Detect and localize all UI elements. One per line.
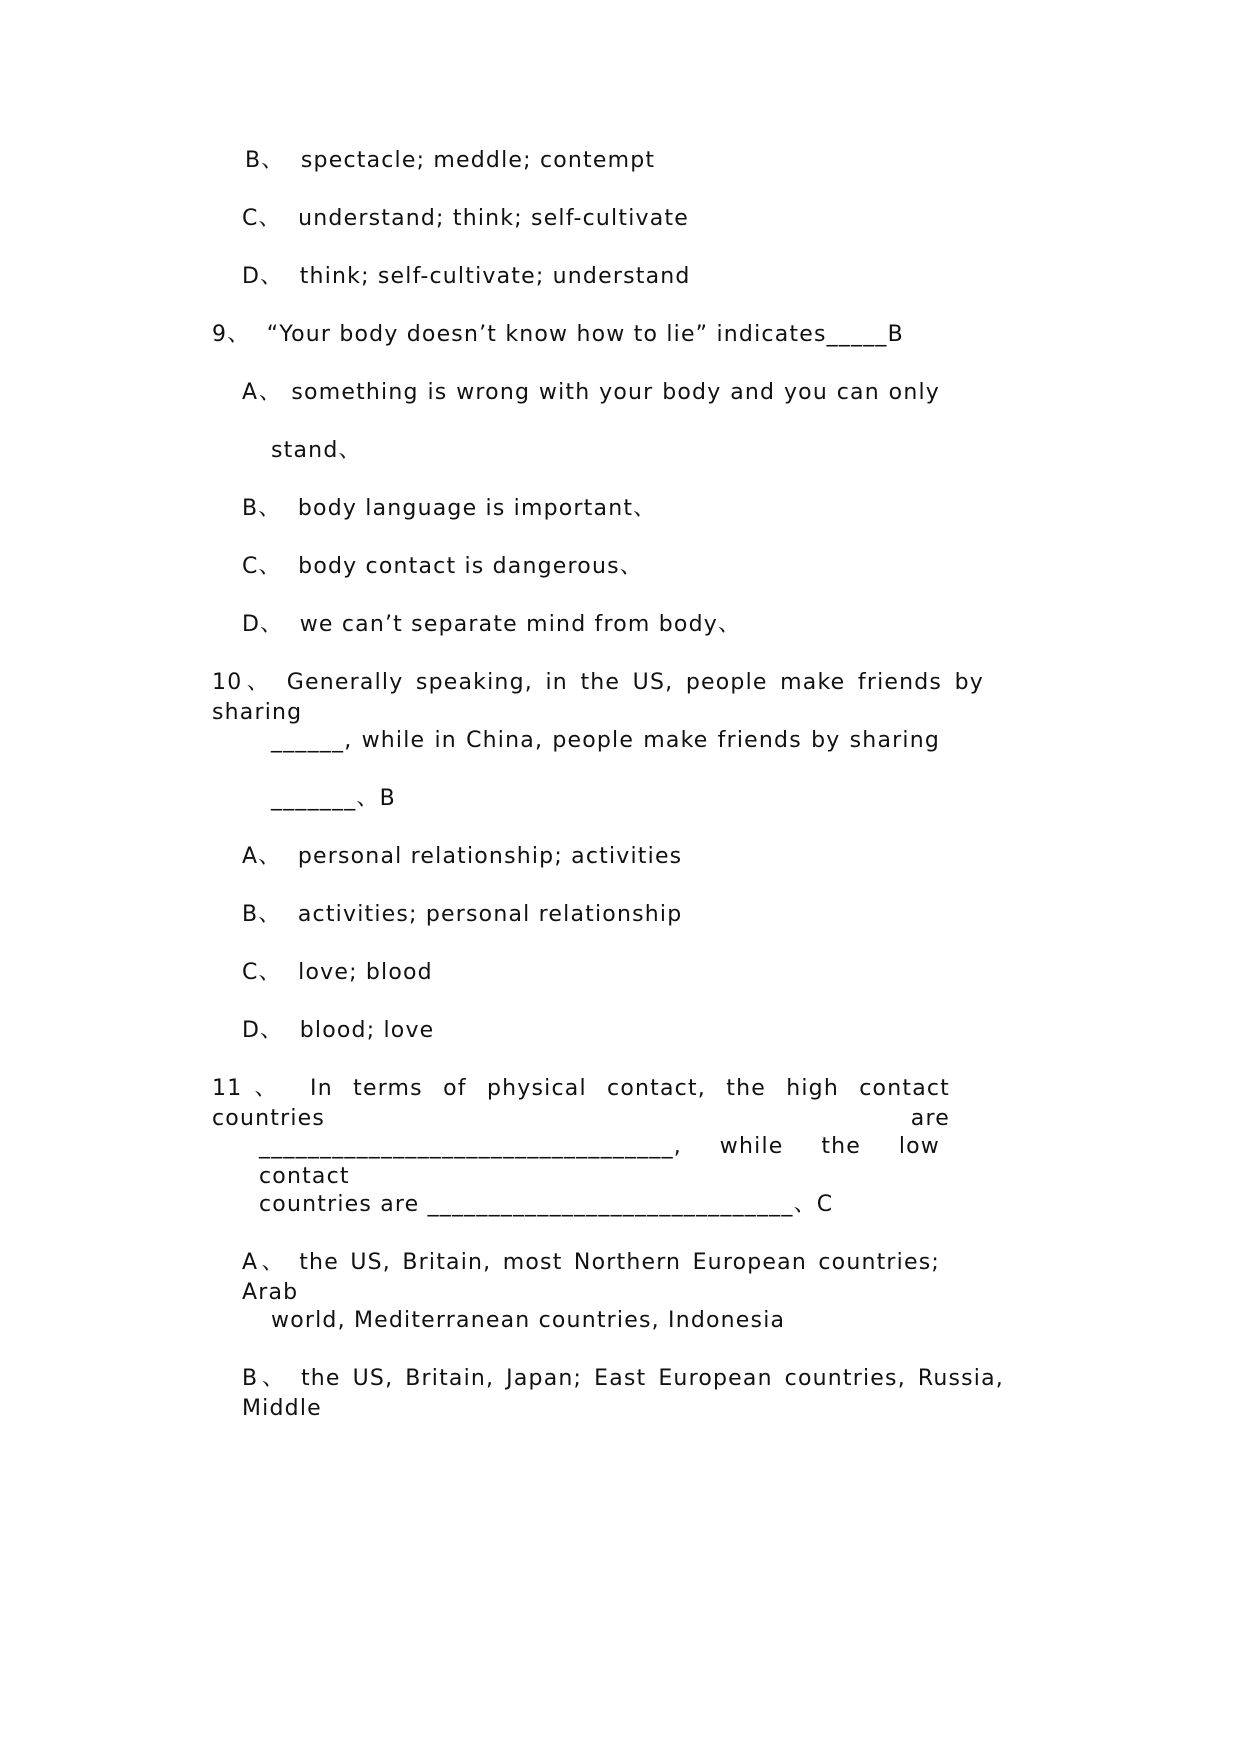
q10-question-line2: ______, while in China, people make friends by sharing (271, 728, 940, 753)
q11-question-line1: 11、 In terms of physical contact, the high contact countries are (212, 1076, 950, 1131)
q9-option-a-line2: stand、 (271, 438, 362, 463)
q9-option-a-line1: A、 something is wrong with your body and you can only (242, 380, 940, 405)
q10-question-line1: 10、 Generally speaking, in the US, people make friends by sharing (212, 670, 984, 725)
q10-option-c: C、 love; blood (242, 960, 433, 985)
q11-option-b-line1: B、 the US, Britain, Japan; East European countries, Russia, Middle (242, 1366, 1004, 1421)
q10-question-line3: _______、B (271, 786, 396, 811)
q9-option-d: D、 we can’t separate mind from body、 (242, 612, 742, 637)
q10-option-a: A、 personal relationship; activities (242, 844, 683, 869)
q10-option-d: D、 blood; love (242, 1018, 435, 1043)
q9-option-b: B、 body language is important、 (242, 496, 657, 521)
q8-option-c: C、 understand; think; self-cultivate (242, 206, 689, 231)
q11-option-a-line1: A、 the US, Britain, most Northern European countries; Arab (242, 1250, 940, 1305)
q11-option-a-line2: world, Mediterranean countries, Indonesia (271, 1308, 786, 1333)
q9-question: 9、 “Your body doesn’t know how to lie” indicates_____B (212, 322, 904, 347)
q9-option-c: C、 body contact is dangerous、 (242, 554, 643, 579)
q10-option-b: B、 activities; personal relationship (242, 902, 683, 927)
q11-question-line2: __________________________________, while the low contact (259, 1134, 940, 1189)
q8-option-d: D、 think; self-cultivate; understand (242, 264, 691, 289)
q11-question-line3: countries are ______________________________、C (259, 1192, 834, 1217)
q8-option-b: B、 spectacle; meddle; contempt (245, 148, 656, 173)
